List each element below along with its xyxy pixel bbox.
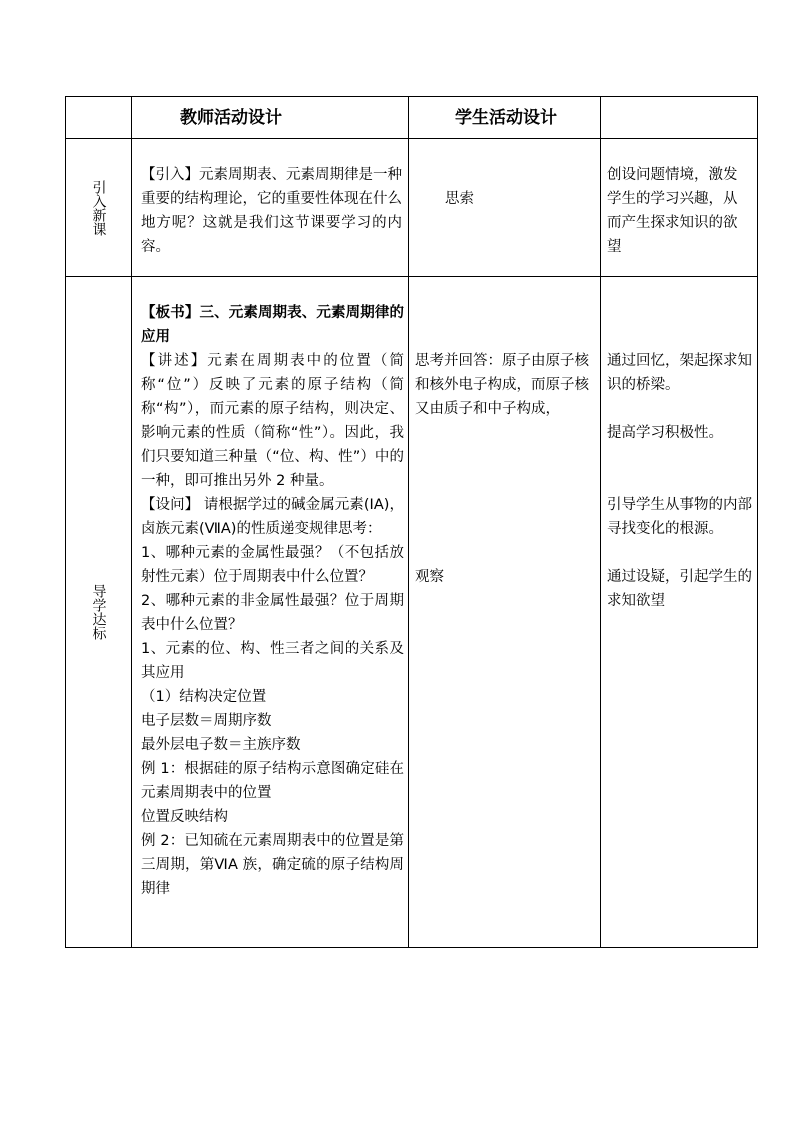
header-stage-cell xyxy=(66,97,132,139)
stage-cell xyxy=(66,277,132,948)
intent-cell xyxy=(601,139,758,277)
question-text: 【设问】 请根据学过的碱金属元素(ⅠA)，卤族元素(ⅦA)的性质递变规律思考： xyxy=(141,497,404,537)
example-1: 例 1：根据硅的原子结构示意图确定硅在元素周期表中的位置 xyxy=(141,761,404,801)
header-teacher-activity: 教师活动设计 xyxy=(132,97,409,139)
header-row xyxy=(66,97,758,139)
student-observe: 观察 xyxy=(415,569,444,585)
intent-cell xyxy=(601,277,758,948)
section-1-title: 1、元素的位、构、性三者之间的关系及其应用 xyxy=(141,641,404,681)
student-answer: 思考并回答：原子由原子核和核外电子构成，而原子核又由质子和中子构成， xyxy=(415,353,589,417)
student-text: 思索 xyxy=(445,191,474,207)
student-cell xyxy=(409,277,601,948)
teacher-intro-text: 【引入】元素周期表、元素周期律是一种重要的结构理论，它的重要性体现在什么地方呢？这就是我们这节课要学习的内容。 xyxy=(141,167,402,255)
narrate-text: 【讲述】元素在周期表中的位置（简称“位”）反映了元素的原子结构（简称“构”），而元素的原子结构，则决定、影响元素的性质（简称“性”）。因此，我们只要知道三种量（“位、构、性”）中的一种，即可推出另外 2 种量。 xyxy=(141,353,404,489)
board-heading: 【板书】三、元素周期表、元素周期律的应用 xyxy=(141,305,404,345)
section-1a: （1）结构决定位置 xyxy=(141,689,267,705)
equation-1: 电子层数＝周期序数 xyxy=(141,713,272,729)
intent-text: 创设问题情境，激发学生的学习兴趣，从而产生探求知识的欲望 xyxy=(607,167,738,255)
table-row xyxy=(66,139,758,277)
table-row xyxy=(66,277,758,948)
equation-2: 最外层电子数＝主族序数 xyxy=(141,737,301,753)
stage-cell xyxy=(66,139,132,277)
header-student-activity: 学生活动设计 xyxy=(409,97,601,139)
section-1b: 位置反映结构 xyxy=(141,809,228,825)
stage-label: 导学达标 xyxy=(90,584,107,640)
intent-1: 通过回忆，架起探求知识的桥梁。 xyxy=(607,353,752,393)
intent-3: 引导学生从事物的内部寻找变化的根源。 xyxy=(607,497,752,537)
lesson-plan-table xyxy=(65,96,758,948)
example-2: 例 2：已知硫在元素周期表中的位置是第三周期，第ⅥA 族，确定硫的原子结构周期律 xyxy=(141,833,404,897)
intent-4: 通过设疑，引起学生的求知欲望 xyxy=(607,569,752,609)
stage-label: 引入新课 xyxy=(90,179,107,236)
header-intent-cell xyxy=(601,97,758,139)
intent-2: 提高学习积极性。 xyxy=(607,425,723,441)
student-cell xyxy=(409,139,601,277)
teacher-cell xyxy=(132,277,409,948)
question-2: 2、哪种元素的非金属性最强？位于周期表中什么位置？ xyxy=(141,593,404,633)
question-1: 1、哪种元素的金属性最强？（不包括放射性元素）位于周期表中什么位置？ xyxy=(141,545,404,585)
teacher-cell xyxy=(132,139,409,277)
